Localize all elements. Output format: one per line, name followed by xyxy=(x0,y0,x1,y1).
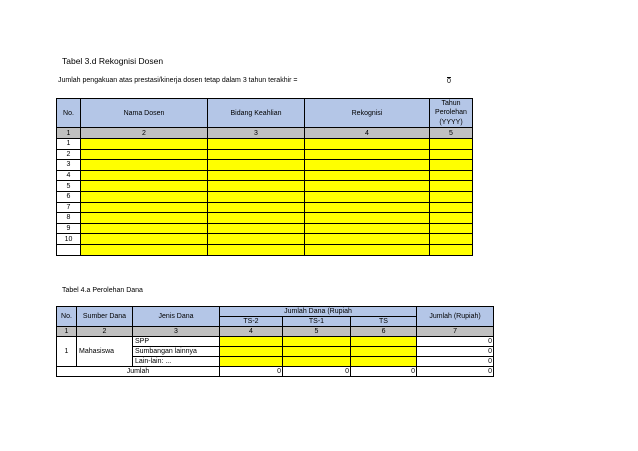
tahun-cell[interactable] xyxy=(430,139,473,150)
nama-dosen-cell[interactable] xyxy=(81,223,208,234)
col-number: 4 xyxy=(305,128,430,139)
row-number xyxy=(57,244,81,255)
header-nama-dosen: Nama Dosen xyxy=(81,99,208,128)
jenis-dana-cell: Sumbangan lainnya xyxy=(133,347,220,357)
col-number: 5 xyxy=(430,128,473,139)
row-number: 1 xyxy=(57,337,77,367)
table2-title: Tabel 4.a Perolehan Dana xyxy=(62,287,143,294)
ts-2-cell[interactable] xyxy=(220,357,283,367)
nama-dosen-cell[interactable] xyxy=(81,244,208,255)
table-row xyxy=(57,244,473,255)
row-number: 8 xyxy=(57,213,81,224)
rekognisi-cell[interactable] xyxy=(305,149,430,160)
header-sumber-dana: Sumber Dana xyxy=(77,307,133,327)
tahun-cell[interactable] xyxy=(430,160,473,171)
rekognisi-cell[interactable] xyxy=(305,234,430,245)
bidang-keahlian-cell[interactable] xyxy=(208,213,305,224)
ts-2-cell[interactable] xyxy=(220,337,283,347)
row-number: 1 xyxy=(57,139,81,150)
nama-dosen-cell[interactable] xyxy=(81,139,208,150)
tahun-cell[interactable] xyxy=(430,213,473,224)
row-total-cell: 0 xyxy=(417,337,494,347)
jumlah-row xyxy=(57,367,494,377)
bidang-keahlian-cell[interactable] xyxy=(208,139,305,150)
row-number: 7 xyxy=(57,202,81,213)
bidang-keahlian-cell[interactable] xyxy=(208,149,305,160)
table-row xyxy=(57,223,473,234)
table1-summary-label: Jumlah pengakuan atas prestasi/kinerja dosen tetap dalam 3 tahun terakhir = xyxy=(58,77,298,84)
tahun-cell[interactable] xyxy=(430,234,473,245)
bidang-keahlian-cell[interactable] xyxy=(208,234,305,245)
header-jenis-dana: Jenis Dana xyxy=(133,307,220,327)
col-number: 1 xyxy=(57,128,81,139)
col-number: 1 xyxy=(57,327,77,337)
nama-dosen-cell[interactable] xyxy=(81,181,208,192)
jumlah-ts-2: 0 xyxy=(220,367,283,377)
bidang-keahlian-cell[interactable] xyxy=(208,202,305,213)
ts-cell[interactable] xyxy=(351,357,417,367)
table-row xyxy=(57,181,473,192)
bidang-keahlian-cell[interactable] xyxy=(208,160,305,171)
col-number: 3 xyxy=(208,128,305,139)
table-row xyxy=(57,139,473,150)
table2-header-row xyxy=(57,307,494,317)
nama-dosen-cell[interactable] xyxy=(81,170,208,181)
bidang-keahlian-cell[interactable] xyxy=(208,181,305,192)
ts-2-cell[interactable] xyxy=(220,347,283,357)
table-row xyxy=(57,149,473,160)
rekognisi-cell[interactable] xyxy=(305,191,430,202)
nama-dosen-cell[interactable] xyxy=(81,213,208,224)
table1-summary-value: 0 xyxy=(447,78,451,85)
table-row xyxy=(57,191,473,202)
rekognisi-cell[interactable] xyxy=(305,223,430,234)
table1-header-row xyxy=(57,99,473,128)
header-rekognisi: Rekognisi xyxy=(305,99,430,128)
ts-1-cell[interactable] xyxy=(283,347,351,357)
sumber-dana-cell: Mahasiswa xyxy=(77,337,133,367)
table1-number-row xyxy=(57,128,473,139)
row-number: 2 xyxy=(57,149,81,160)
col-number: 3 xyxy=(133,327,220,337)
row-total-cell: 0 xyxy=(417,357,494,367)
header-jumlah-rupiah: Jumlah (Rupiah) xyxy=(417,307,494,327)
nama-dosen-cell[interactable] xyxy=(81,160,208,171)
jenis-dana-cell: Lain-lain: ... xyxy=(133,357,220,367)
bidang-keahlian-cell[interactable] xyxy=(208,223,305,234)
header-ts-1: TS-1 xyxy=(283,317,351,327)
table-row xyxy=(57,213,473,224)
rekognisi-cell[interactable] xyxy=(305,160,430,171)
col-number: 5 xyxy=(283,327,351,337)
rekognisi-cell[interactable] xyxy=(305,139,430,150)
nama-dosen-cell[interactable] xyxy=(81,191,208,202)
row-number: 3 xyxy=(57,160,81,171)
nama-dosen-cell[interactable] xyxy=(81,149,208,160)
bidang-keahlian-cell[interactable] xyxy=(208,244,305,255)
row-number: 10 xyxy=(57,234,81,245)
header-no: No. xyxy=(57,99,81,128)
ts-cell[interactable] xyxy=(351,347,417,357)
table-row xyxy=(57,234,473,245)
table-row xyxy=(57,337,494,347)
tahun-cell[interactable] xyxy=(430,244,473,255)
rekognisi-cell[interactable] xyxy=(305,202,430,213)
rekognisi-cell[interactable] xyxy=(305,170,430,181)
col-number: 2 xyxy=(77,327,133,337)
col-number: 7 xyxy=(417,327,494,337)
row-number: 5 xyxy=(57,181,81,192)
row-total-cell: 0 xyxy=(417,347,494,357)
table-row xyxy=(57,160,473,171)
table2-number-row xyxy=(57,327,494,337)
col-number: 4 xyxy=(220,327,283,337)
row-number: 6 xyxy=(57,191,81,202)
table-row xyxy=(57,170,473,181)
jumlah-total: 0 xyxy=(417,367,494,377)
jumlah-label: Jumlah xyxy=(57,367,220,377)
jumlah-ts: 0 xyxy=(351,367,417,377)
header-bidang-keahlian: Bidang Keahlian xyxy=(208,99,305,128)
jenis-dana-cell: SPP xyxy=(133,337,220,347)
bidang-keahlian-cell[interactable] xyxy=(208,191,305,202)
col-number: 6 xyxy=(351,327,417,337)
nama-dosen-cell[interactable] xyxy=(81,202,208,213)
row-number: 9 xyxy=(57,223,81,234)
tahun-cell[interactable] xyxy=(430,170,473,181)
tahun-cell[interactable] xyxy=(430,149,473,160)
table-row xyxy=(57,202,473,213)
header-ts-2: TS-2 xyxy=(220,317,283,327)
header-no: No. xyxy=(57,307,77,327)
jumlah-ts-1: 0 xyxy=(283,367,351,377)
tahun-cell[interactable] xyxy=(430,191,473,202)
tahun-cell[interactable] xyxy=(430,181,473,192)
tahun-cell[interactable] xyxy=(430,223,473,234)
table1-title: Tabel 3.d Rekognisi Dosen xyxy=(62,56,164,66)
tahun-cell[interactable] xyxy=(430,202,473,213)
header-tahun-perolehan: Tahun Perolehan (YYYY) xyxy=(430,99,473,128)
ts-1-cell[interactable] xyxy=(283,357,351,367)
ts-1-cell[interactable] xyxy=(283,337,351,347)
rekognisi-table xyxy=(56,98,473,256)
rekognisi-cell[interactable] xyxy=(305,181,430,192)
row-number: 4 xyxy=(57,170,81,181)
header-ts: TS xyxy=(351,317,417,327)
nama-dosen-cell[interactable] xyxy=(81,234,208,245)
perolehan-dana-table xyxy=(56,306,494,377)
rekognisi-cell[interactable] xyxy=(305,213,430,224)
ts-cell[interactable] xyxy=(351,337,417,347)
header-jumlah-dana: Jumlah Dana (Rupiah xyxy=(220,307,417,317)
rekognisi-cell[interactable] xyxy=(305,244,430,255)
col-number: 2 xyxy=(81,128,208,139)
bidang-keahlian-cell[interactable] xyxy=(208,170,305,181)
